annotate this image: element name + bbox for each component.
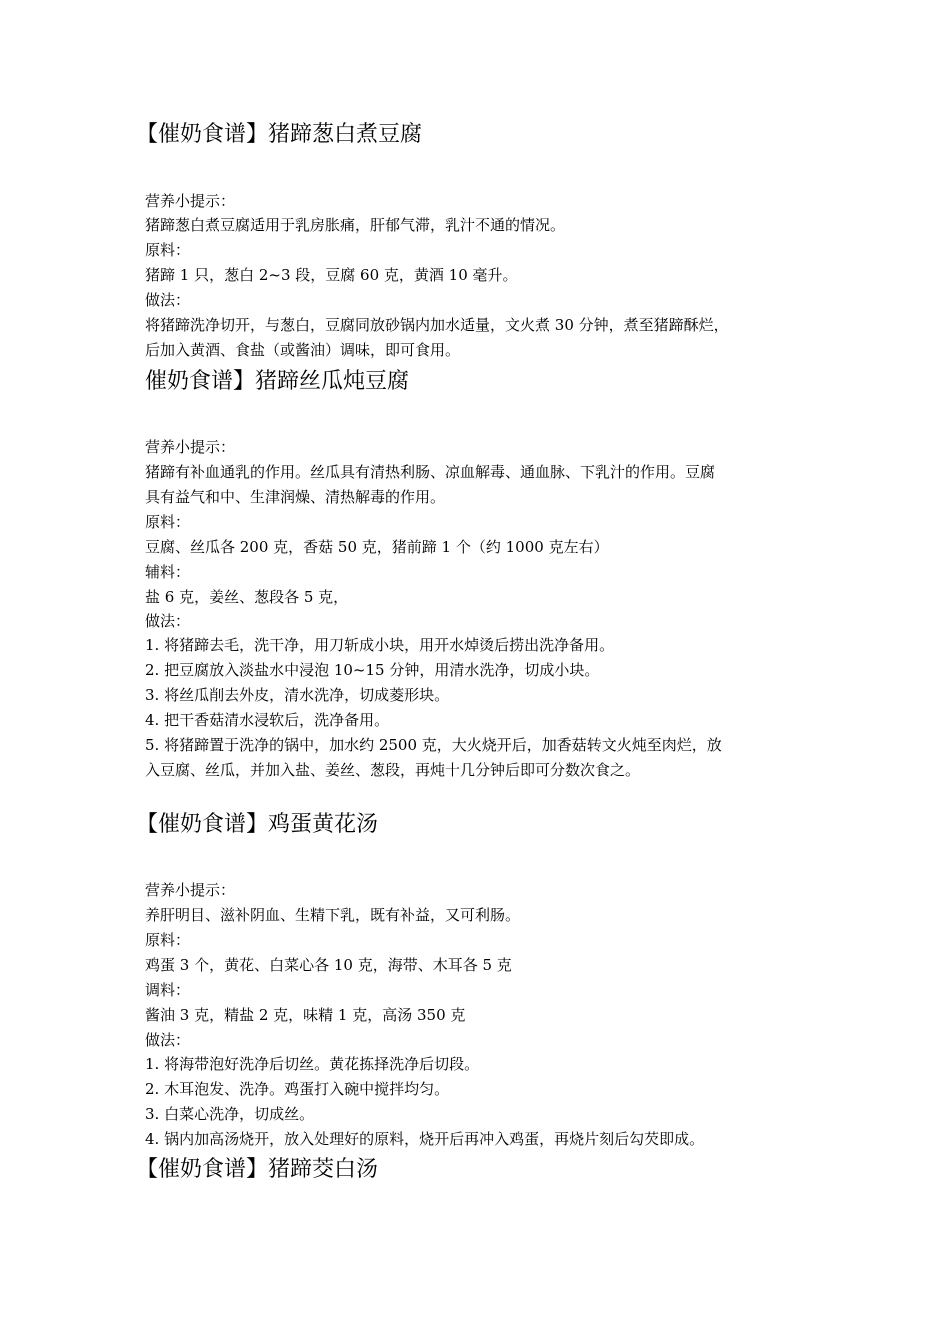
recipe-3-ingredients-label: 原料： [145,931,191,949]
recipe-2-method-step-2: 2. 把豆腐放入淡盐水中浸泡 10~15 分钟，用清水洗净，切成小块。 [145,661,600,679]
recipe-1-method-label: 做法： [145,291,191,309]
recipe-2-method-step-5b: 入豆腐、丝瓜，并加入盐、姜丝、葱段，再炖十几分钟后即可分数次食之。 [145,761,641,779]
recipe-1-method-line-1: 将猪蹄洗净切开，与葱白，豆腐同放砂锅内加水适量，文火煮 30 分钟，煮至猪蹄酥烂， [145,316,729,334]
recipe-2-ingredients: 豆腐、丝瓜各 200 克，香菇 50 克，猪前蹄 1 个（约 1000 克左右） [145,538,609,556]
recipe-2-method-label: 做法： [145,612,191,630]
recipe-3-tip-label: 营养小提示： [145,881,236,899]
recipe-3-tip: 养肝明目、滋补阴血、生精下乳，既有补益，又可利肠。 [145,906,521,924]
recipe-3-method-step-3: 3. 白菜心洗净，切成丝。 [145,1105,315,1123]
recipe-2-tip-line-1: 猪蹄有补血通乳的作用。丝瓜具有清热利肠、凉血解毒、通血脉、下乳汁的作用。豆腐 [145,463,716,481]
recipe-1-method-line-2: 后加入黄酒、食盐（或酱油）调味，即可食用。 [145,341,461,359]
recipe-2-method-step-5a: 5. 将猪蹄置于洗净的锅中，加水约 2500 克，大火烧开后，加香菇转文火炖至肉烂，放 [145,736,722,754]
recipe-3-title: 【催奶食谱】鸡蛋黄花汤 [136,812,379,837]
recipe-4-title: 【催奶食谱】猪蹄茭白汤 [136,1157,379,1182]
recipe-3-seasoning: 酱油 3 克，精盐 2 克，味精 1 克，高汤 350 克 [145,1006,466,1024]
recipe-3-method-step-2: 2. 木耳泡发、洗净。鸡蛋打入碗中搅拌均匀。 [145,1080,450,1098]
recipe-1-tip: 猪蹄葱白煮豆腐适用于乳房胀痛，肝郁气滞，乳汁不通的情况。 [145,216,566,234]
recipe-1-ingredients: 猪蹄 1 只，葱白 2~3 段，豆腐 60 克，黄酒 10 毫升。 [145,266,518,284]
recipe-3-ingredients: 鸡蛋 3 个，黄花、白菜心各 10 克，海带、木耳各 5 克 [145,956,512,974]
recipe-2-ingredients-label: 原料： [145,513,191,531]
recipe-3-method-label: 做法： [145,1031,191,1049]
recipe-2-seasoning: 盐 6 克，姜丝、葱段各 5 克， [145,588,349,606]
recipe-3-method-step-1: 1. 将海带泡好洗净后切丝。黄花拣择洗净后切段。 [145,1055,480,1073]
recipe-1-title: 【催奶食谱】猪蹄葱白煮豆腐 [136,122,423,147]
recipe-1-ingredients-label: 原料： [145,241,191,259]
recipe-2-tip-label: 营养小提示： [145,438,236,456]
recipe-1-tip-label: 营养小提示： [145,192,236,210]
recipe-3-method-step-4: 4. 锅内加高汤烧开，放入处理好的原料，烧开后再冲入鸡蛋，再烧片刻后勾芡即成。 [145,1130,705,1148]
recipe-3-seasoning-label: 调料： [145,981,191,999]
recipe-2-method-step-3: 3. 将丝瓜削去外皮，清水洗净，切成菱形块。 [145,686,450,704]
recipe-2-seasoning-label: 辅料： [145,563,191,581]
recipe-2-title: 催奶食谱】猪蹄丝瓜炖豆腐 [145,369,410,394]
recipe-2-tip-line-2: 具有益气和中、生津润燥、清热解毒的作用。 [145,488,446,506]
recipe-2-method-step-4: 4. 把干香菇清水浸软后，洗净备用。 [145,711,390,729]
recipe-2-method-step-1: 1. 将猪蹄去毛，洗干净，用刀斩成小块，用开水焯烫后捞出洗净备用。 [145,636,615,654]
